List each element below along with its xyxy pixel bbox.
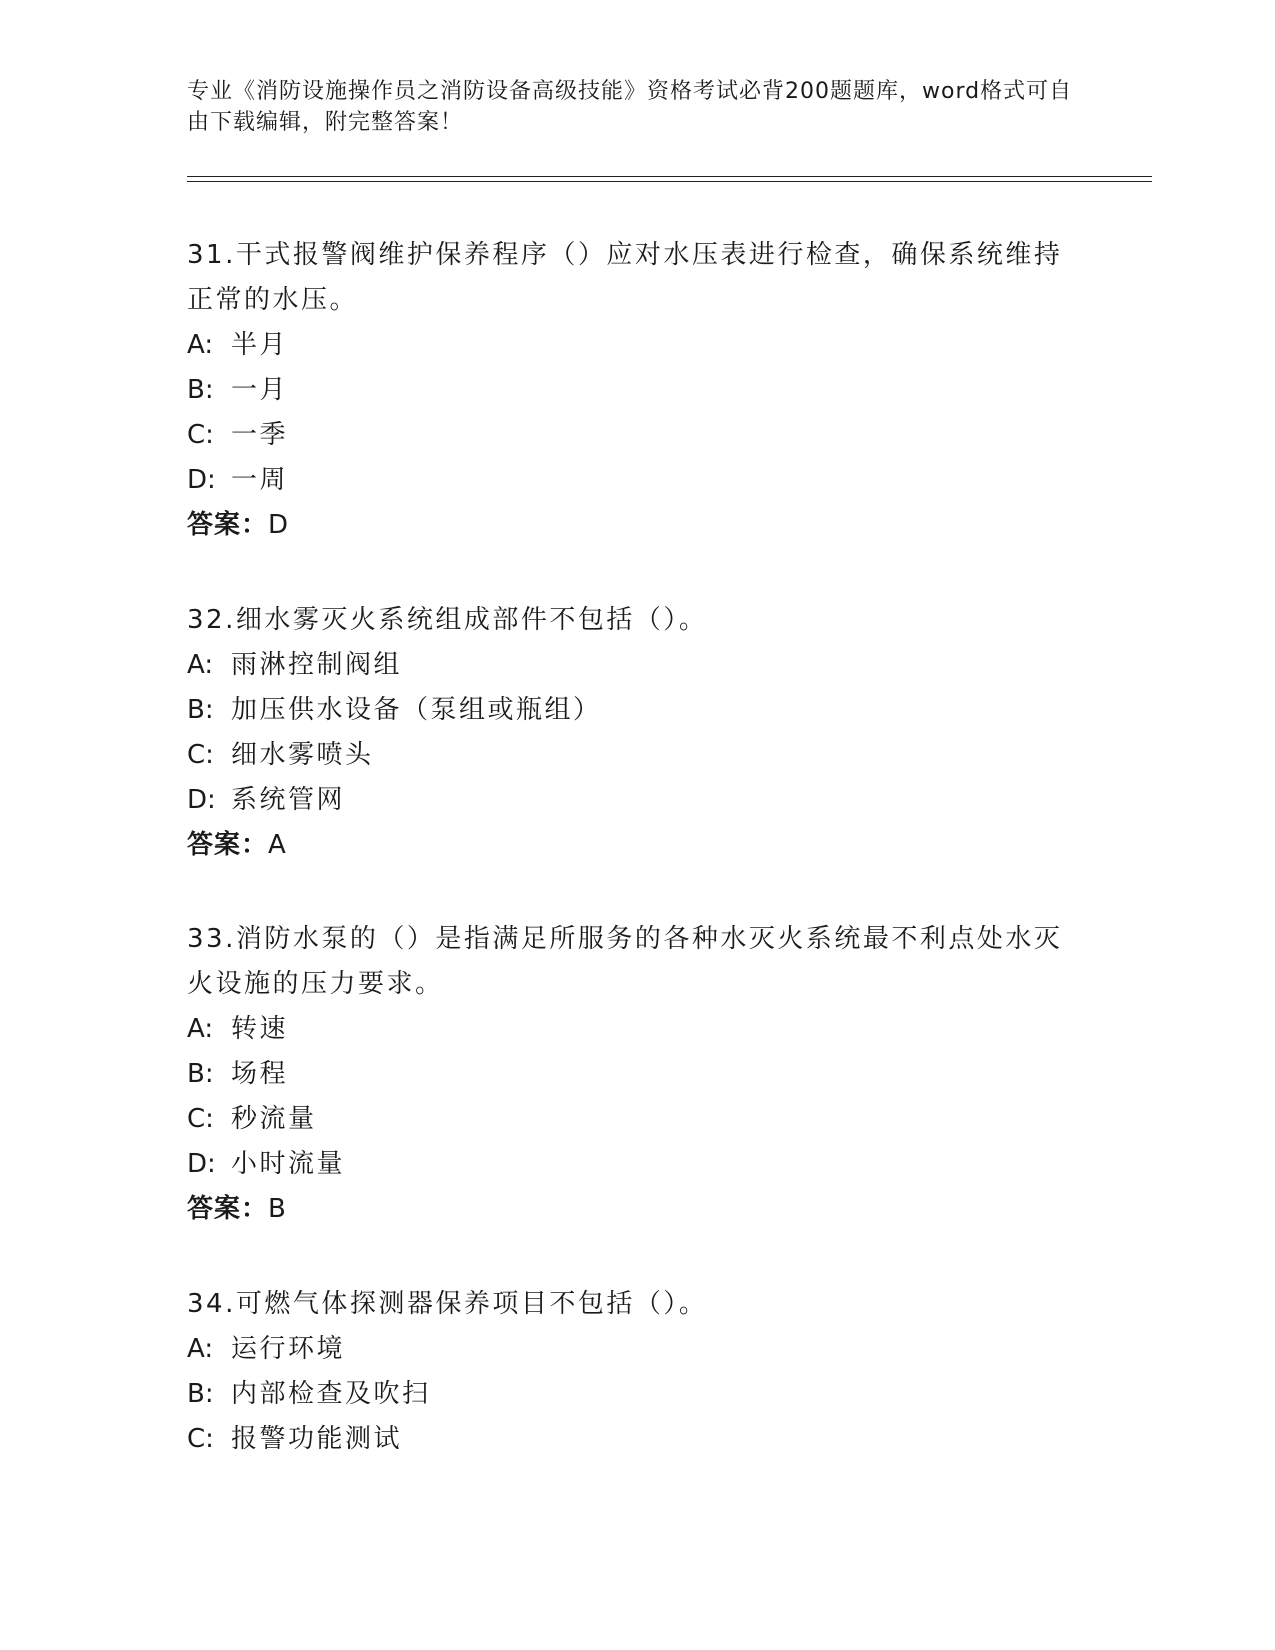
option-text: 系统管网 — [231, 785, 346, 815]
option-text: 运行环境 — [231, 1334, 346, 1364]
question-34 — [187, 1282, 1087, 1462]
option-letter: B: — [187, 1379, 214, 1409]
option-text: 半月 — [231, 330, 289, 360]
answer-label: 答案： — [187, 510, 269, 540]
option-letter: C: — [187, 420, 214, 450]
option-b — [187, 368, 1087, 413]
option-a — [187, 1327, 1087, 1372]
option-c — [187, 733, 1087, 778]
answer-line — [187, 1187, 1087, 1232]
option-text: 小时流量 — [231, 1149, 346, 1179]
option-a — [187, 1007, 1087, 1052]
answer-label: 答案： — [187, 1194, 269, 1224]
question-stem: 34.可燃气体探测器保养项目不包括（）。 — [187, 1289, 708, 1319]
question-stem: 33.消防水泵的（）是指满足所服务的各种水灭火系统最不利点处水灭火设施的压力要求。 — [187, 924, 1063, 999]
option-text: 转速 — [231, 1014, 289, 1044]
question-stem: 32.细水雾灭火系统组成部件不包括（）。 — [187, 605, 708, 635]
option-letter: D: — [187, 465, 216, 495]
option-text: 一季 — [231, 420, 289, 450]
option-d — [187, 778, 1087, 823]
option-c — [187, 1417, 1087, 1462]
option-text: 雨淋控制阀组 — [231, 650, 403, 680]
option-text: 场程 — [231, 1059, 289, 1089]
option-text: 细水雾喷头 — [231, 740, 374, 770]
option-b — [187, 688, 1087, 733]
option-letter: B: — [187, 1059, 214, 1089]
question-32 — [187, 598, 1087, 868]
header-divider-top — [187, 176, 1152, 177]
option-text: 内部检查及吹扫 — [231, 1379, 431, 1409]
answer-value: B — [268, 1194, 287, 1224]
option-letter: A: — [187, 650, 214, 680]
option-letter: D: — [187, 1149, 216, 1179]
option-letter: C: — [187, 1424, 214, 1454]
answer-line — [187, 503, 1087, 548]
answer-value: D — [268, 510, 290, 540]
option-text: 一周 — [231, 465, 289, 495]
option-d — [187, 458, 1087, 503]
document-header: 专业《消防设施操作员之消防设备高级技能》资格考试必背200题题库，word格式可自由下载编辑，附完整答案！ — [187, 79, 1073, 135]
header-divider-bottom — [187, 181, 1152, 182]
option-b — [187, 1372, 1087, 1417]
question-31 — [187, 233, 1087, 548]
option-c — [187, 1097, 1087, 1142]
option-letter: A: — [187, 1334, 214, 1364]
option-a — [187, 323, 1087, 368]
option-letter: B: — [187, 375, 214, 405]
question-33 — [187, 917, 1087, 1232]
option-letter: C: — [187, 1104, 214, 1134]
option-a — [187, 643, 1087, 688]
option-letter: A: — [187, 330, 214, 360]
option-letter: B: — [187, 695, 214, 725]
option-b — [187, 1052, 1087, 1097]
question-stem: 31.干式报警阀维护保养程序（）应对水压表进行检查，确保系统维持正常的水压。 — [187, 240, 1063, 315]
answer-value: A — [268, 830, 287, 860]
option-letter: D: — [187, 785, 216, 815]
option-text: 一月 — [231, 375, 289, 405]
option-d — [187, 1142, 1087, 1187]
option-letter: A: — [187, 1014, 214, 1044]
option-letter: C: — [187, 740, 214, 770]
option-text: 秒流量 — [231, 1104, 317, 1134]
option-c — [187, 413, 1087, 458]
answer-line — [187, 823, 1087, 868]
option-text: 报警功能测试 — [231, 1424, 403, 1454]
option-text: 加压供水设备（泵组或瓶组） — [231, 695, 602, 725]
answer-label: 答案： — [187, 830, 269, 860]
